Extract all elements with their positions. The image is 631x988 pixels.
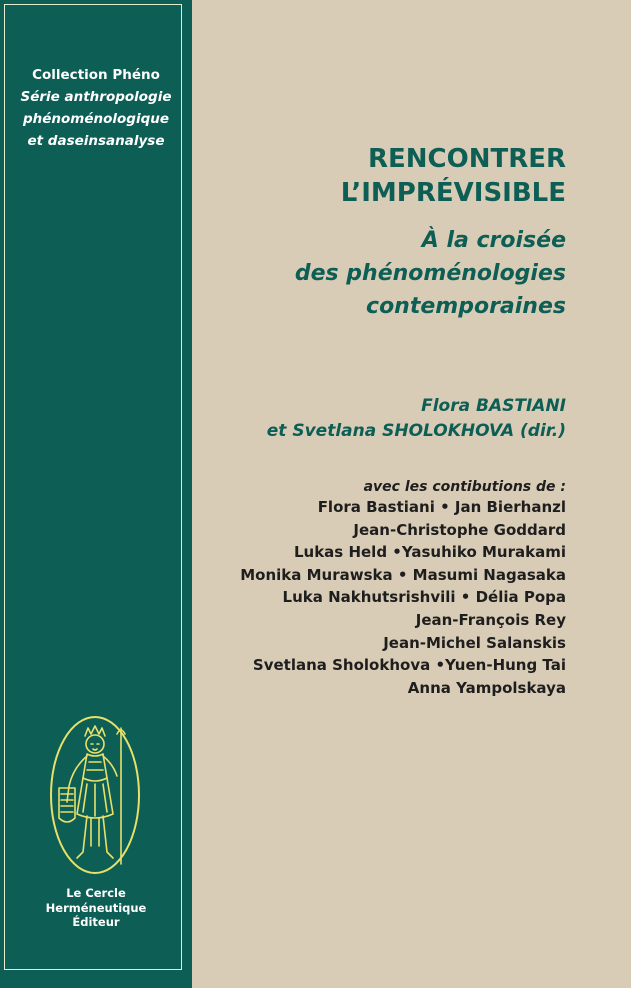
- publisher-block: [10, 886, 182, 930]
- subtitle-line-3: contemporaines: [366, 294, 566, 319]
- subtitle-line-1: À la croisée: [421, 228, 566, 253]
- spine-panel: [0, 0, 192, 988]
- collection-name: Collection Phéno: [32, 67, 160, 83]
- publisher-line-2: Herméneutique: [45, 900, 147, 915]
- contributor-line: Anna Yampolskaya: [407, 678, 566, 697]
- contributor-line: Monika Murawska • Masumi Nagasaka: [240, 565, 566, 584]
- author-line-2: et Svetlana SHOLOKHOVA (dir.): [266, 421, 566, 441]
- publisher-line-3: Éditeur: [72, 915, 120, 929]
- series-line-1: Série anthropologie: [20, 89, 172, 105]
- contributions-heading: avec les contibutions de :: [363, 479, 566, 495]
- book-authors: [200, 394, 566, 444]
- contributor-line: Jean-François Rey: [415, 610, 566, 629]
- publisher-line-1: Le Cercle: [66, 886, 126, 900]
- contributor-line: Jean-Michel Salanskis: [383, 633, 566, 652]
- title-line-2: L’IMPRÉVISIBLE: [340, 178, 566, 208]
- book-subtitle: [200, 224, 566, 323]
- contributor-line: Jean-Christophe Goddard: [353, 520, 566, 539]
- collection-block: [10, 64, 182, 152]
- contributor-line: Svetlana Sholokhova •Yuen-Hung Tai: [252, 656, 566, 675]
- contributor-line: Flora Bastiani • Jan Bierhanzl: [317, 498, 566, 516]
- subtitle-line-2: des phénoménologies: [294, 261, 566, 286]
- title-line-1: RENCONTRER: [367, 144, 566, 174]
- contributor-line: Luka Nakhutsrishvili • Délia Popa: [282, 588, 566, 607]
- figure-medallion-icon: [47, 714, 143, 876]
- series-line-3: et daseinsanalyse: [27, 133, 165, 149]
- contributors-list: [200, 496, 566, 699]
- book-title: [200, 142, 566, 210]
- author-line-1: Flora BASTIANI: [421, 396, 566, 416]
- contributor-line: Lukas Held •Yasuhiko Murakami: [293, 543, 566, 562]
- series-line-2: phénoménologique: [22, 111, 170, 127]
